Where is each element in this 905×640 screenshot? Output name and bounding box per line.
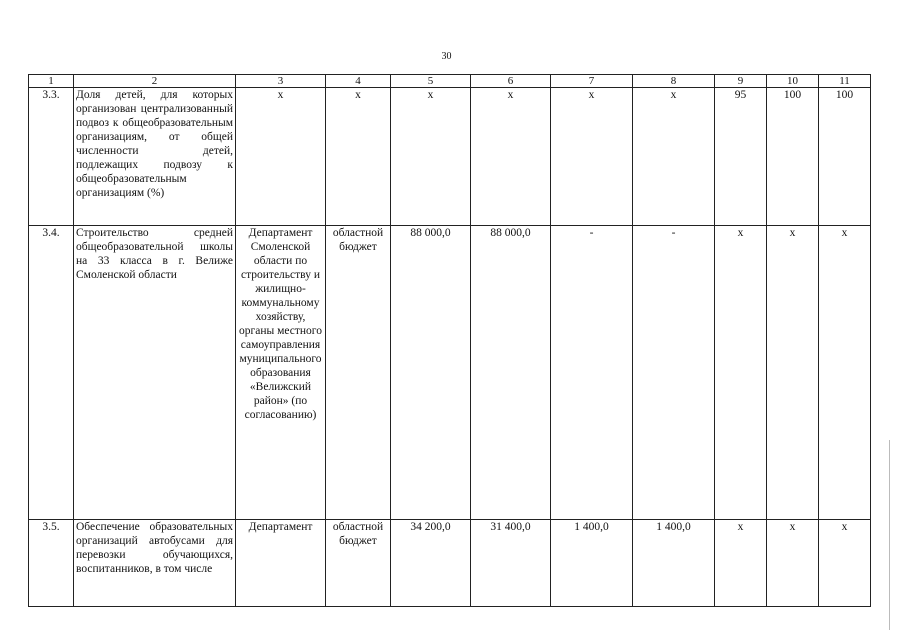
value-col-5: 34 200,0 bbox=[391, 520, 471, 607]
value-col-8: - bbox=[633, 226, 715, 520]
value-col-6: 88 000,0 bbox=[471, 226, 551, 520]
column-number: 11 bbox=[819, 75, 871, 88]
column-number: 5 bbox=[391, 75, 471, 88]
scan-edge-line bbox=[889, 440, 890, 630]
value-col-6: x bbox=[471, 88, 551, 226]
value-col-9: x bbox=[715, 226, 767, 520]
table-row bbox=[29, 520, 871, 607]
column-number: 2 bbox=[74, 75, 236, 88]
program-table bbox=[28, 74, 871, 607]
executor: x bbox=[236, 88, 326, 226]
funding-source: областной бюджет bbox=[326, 226, 391, 520]
value-col-6: 31 400,0 bbox=[471, 520, 551, 607]
value-col-9: x bbox=[715, 520, 767, 607]
value-col-7: x bbox=[551, 88, 633, 226]
column-number: 4 bbox=[326, 75, 391, 88]
measure-name: Строительство средней общеобразовательной школы на 33 класса в г. Велиже Смоленской области bbox=[74, 226, 236, 520]
value-col-5: x bbox=[391, 88, 471, 226]
executor: Департамент bbox=[236, 520, 326, 607]
page-number: 30 bbox=[441, 51, 452, 62]
executor: Департамент Смоленской области по строительству и жилищно-коммунальному хозяйству, органы местного самоуправления муниципального образования «Велижский район» (по согласованию) bbox=[236, 226, 326, 520]
table-row bbox=[29, 88, 871, 226]
row-number: 3.3. bbox=[29, 88, 74, 226]
column-number: 6 bbox=[471, 75, 551, 88]
value-col-11: x bbox=[819, 520, 871, 607]
value-col-11: x bbox=[819, 226, 871, 520]
value-col-11: 100 bbox=[819, 88, 871, 226]
value-col-10: x bbox=[767, 520, 819, 607]
value-col-5: 88 000,0 bbox=[391, 226, 471, 520]
value-col-9: 95 bbox=[715, 88, 767, 226]
column-number: 3 bbox=[236, 75, 326, 88]
value-col-10: x bbox=[767, 226, 819, 520]
column-number: 7 bbox=[551, 75, 633, 88]
column-number: 8 bbox=[633, 75, 715, 88]
row-number: 3.4. bbox=[29, 226, 74, 520]
funding-source: областной бюджет bbox=[326, 520, 391, 607]
measure-name: Обеспечение образовательных организаций автобусами для перевозки обучающихся, воспитанников, в том числе bbox=[74, 520, 236, 607]
funding-source: x bbox=[326, 88, 391, 226]
table-row bbox=[29, 226, 871, 520]
measure-name: Доля детей, для которых организован централизованный подвоз к общеобразовательным организациям, от общей численности детей, подлежащих подвозу к общеобразовательным организациям (%) bbox=[74, 88, 236, 226]
column-number: 9 bbox=[715, 75, 767, 88]
column-number: 1 bbox=[29, 75, 74, 88]
value-col-10: 100 bbox=[767, 88, 819, 226]
value-col-7: 1 400,0 bbox=[551, 520, 633, 607]
column-number-row bbox=[29, 75, 871, 88]
column-number: 10 bbox=[767, 75, 819, 88]
value-col-8: 1 400,0 bbox=[633, 520, 715, 607]
value-col-7: - bbox=[551, 226, 633, 520]
value-col-8: x bbox=[633, 88, 715, 226]
row-number: 3.5. bbox=[29, 520, 74, 607]
